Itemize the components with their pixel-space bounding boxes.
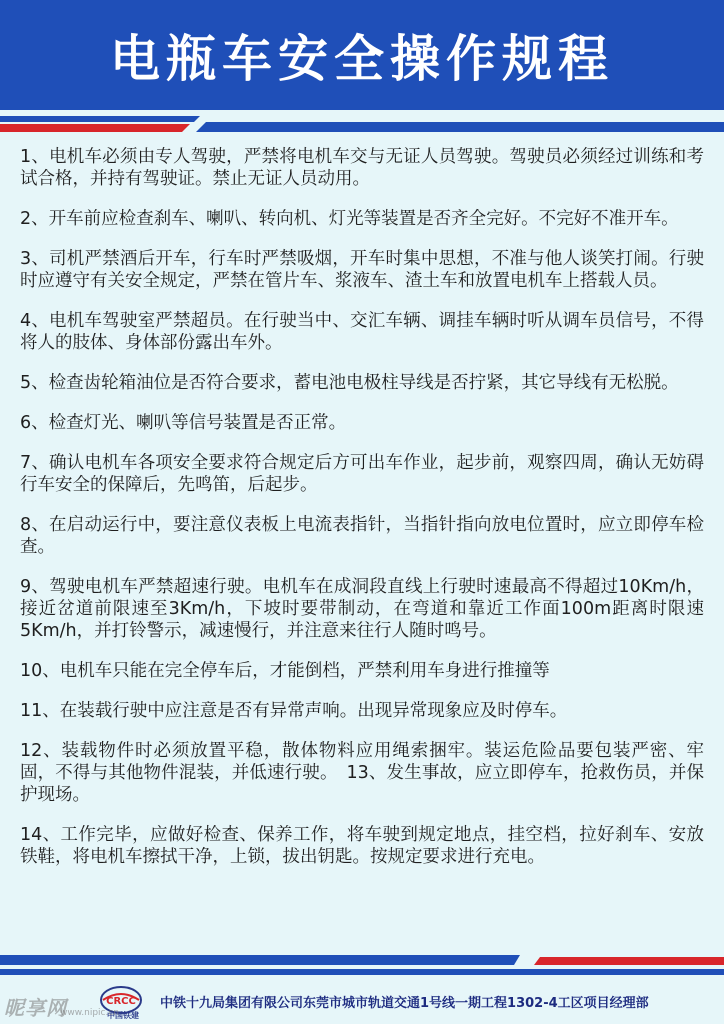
rule-item: 8、在启动运行中，要注意仪表板上电流表指针，当指针指向放电位置时，应立即停车检查。 (20, 515, 704, 557)
watermark-text: 昵享网 (4, 996, 67, 1020)
logo-caption: 中国铁建 (107, 1011, 139, 1020)
rule-item: 5、检查齿轮箱油位是否符合要求，蓄电池电极柱导线是否拧紧，其它导线有无松脱。 (20, 373, 679, 393)
rule-item: 10、电机车只能在完全停车后，才能倒档，严禁利用车身进行推撞等 (20, 661, 550, 681)
top-decorative-stripe (0, 110, 724, 132)
rule-item: 14、工作完毕，应做好检查、保养工作，将车驶到规定地点，挂空档，拉好刹车、安放铁鞋，将电机车擦拭干净，上锁，拔出钥匙。按规定要求进行充电。 (20, 825, 704, 867)
organization-name: 中铁十九局集团有限公司东莞市城市轨道交通1号线一期工程1302-4工区项目经理部 (160, 996, 649, 1011)
rules-list (20, 146, 704, 886)
page-title: 电瓶车安全操作规程 (110, 30, 614, 88)
rule-item: 1、电机车必须由专人驾驶，严禁将电机车交与无证人员驾驶。驾驶员必须经过训练和考试合格，并持有驾驶证。禁止无证人员动用。 (20, 147, 704, 189)
header-banner (0, 0, 724, 110)
rule-item: 6、检查灯光、喇叭等信号装置是否正常。 (20, 413, 347, 433)
rule-item: 4、电机车驾驶室严禁超员。在行驶当中、交汇车辆、调挂车辆时听从调车员信号，不得将人的肢体、身体部份露出车外。 (20, 311, 704, 353)
bottom-decorative-stripe (0, 955, 724, 977)
watermark-url: www.nipic.cn (60, 1008, 119, 1018)
rule-item: 11、在装载行驶中应注意是否有异常声响。出现异常现象应及时停车。 (20, 701, 568, 721)
logo-text: CRCC (106, 996, 136, 1007)
rule-item: 9、驾驶电机车严禁超速行驶。电机车在成洞段直线上行驶时速最高不得超过10Km/h，接近岔道前限速至3Km/h，下坡时要带制动，在弯道和靠近工作面100m距离时限速5Km/h，并打铃警示，减速慢行，并注意来往行人随时鸣号。 (20, 577, 704, 641)
rule-item: 3、司机严禁酒后开车，行车时严禁吸烟，开车时集中思想，不准与他人谈笑打闹。行驶时应遵守有关安全规定，严禁在管片车、浆液车、渣土车和放置电机车上搭载人员。 (20, 249, 704, 291)
rule-item: 7、确认电机车各项安全要求符合规定后方可出车作业，起步前，观察四周，确认无妨碍行车安全的保障后，先鸣笛，后起步。 (20, 453, 704, 495)
rule-item: 2、开车前应检查刹车、喇叭、转向机、灯光等装置是否齐全完好。不完好不准开车。 (20, 209, 679, 229)
rule-item: 12、装载物件时必须放置平稳，散体物料应用绳索捆牢。装运危险品要包装严密、牢固，不得与其他物件混装，并低速行驶。 13、发生事故，应立即停车，抢救伤员，并保护现场。 (20, 741, 704, 805)
